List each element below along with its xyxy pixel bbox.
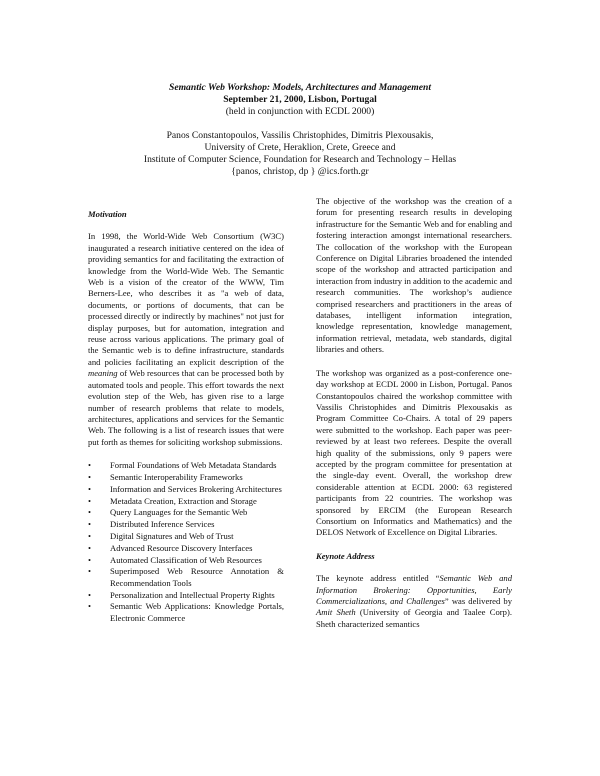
list-item: • Superimposed Web Resource Annotation & Recommendation Tools — [88, 566, 284, 589]
left-column — [88, 209, 284, 625]
list-item: • Formal Foundations of Web Metadata Standards — [88, 460, 284, 471]
keynote-title: Semantic Web and Information Brokering: Opportunities, Early Commercializations, and Challenges — [316, 573, 512, 606]
paper-header — [0, 82, 600, 178]
list-item: • Digital Signatures and Web of Trust — [88, 531, 284, 542]
conjunction-note: (held in conjunction with ECDL 2000) — [225, 106, 375, 117]
list-item: • Automated Classification of Web Resources — [88, 555, 284, 566]
affiliation-1: University of Crete, Heraklion, Crete, Greece and — [204, 142, 396, 153]
list-item: • Distributed Inference Services — [88, 519, 284, 530]
organization-paragraph: The workshop was organized as a post-conference one-day workshop at ECDL 2000 in Lisbon, Portugal. Panos Constantopoulos chaired the workshop committee with Vassilis Christophides and Dimitris Plexousakis as Program Committee Co-Chairs. A total of 29 papers were submitted to the workshop. Each paper was peer-reviewed by at least two referees. Despite the overall high quality of the submissions, only 9 papers were accepted by the program committee for presentation at the single-day event. Overall, the workshop drew considerable attention at ECDL 2000: 63 registered participants from 22 countries. The workshop was sponsored by ERCIM (the European Research Consortium on Informatics and Mathematics) and the DELOS Network of Excellence on Digital Libraries. — [316, 367, 512, 538]
objective-paragraph: The objective of the workshop was the creation of a forum for presenting research results in developing infrastructure for the Semantic Web and for enabling and fostering interaction amongst international researchers. The collocation of the workshop with the European Conference on Digital Libraries broadened the intended scope of the workshop and attracted participation and interaction from industry in addition to the academic and research communities. The workshop’s audience comprised researchers and practitioners in the areas of databases, intelligent information integration, knowledge representation, knowledge management, information retrieval, metadata, web standards, digital libraries and others. — [316, 196, 512, 355]
list-item: • Metadata Creation, Extraction and Storage — [88, 496, 284, 507]
meaning-emphasis: meaning — [88, 368, 118, 379]
authors: Panos Constantopoulos, Vassilis Christophides, Dimitris Plexousakis, — [166, 130, 434, 141]
list-item: • Semantic Web Applications: Knowledge Portals, Electronic Commerce — [88, 601, 284, 624]
author-email: {panos, christop, dp } @ics.forth.gr — [231, 166, 369, 177]
topic-list — [88, 460, 284, 624]
list-item: • Information and Services Brokering Architectures — [88, 484, 284, 495]
date-place: September 21, 2000, Lisbon, Portugal — [223, 94, 377, 105]
right-column — [316, 196, 512, 642]
paper-title: Semantic Web Workshop: Models, Architectures and Management — [169, 82, 431, 93]
affiliation-2: Institute of Computer Science, Foundation for Research and Technology – Hellas — [143, 154, 457, 165]
list-item: • Semantic Interoperability Frameworks — [88, 472, 284, 483]
keynote-speaker: Amit Sheth — [316, 607, 356, 618]
motivation-heading: Motivation — [88, 209, 127, 219]
list-item: • Query Languages for the Semantic Web — [88, 507, 284, 518]
keynote-paragraph: The keynote address entitled “Semantic Web and Information Brokering: Opportunities, Early Commercializations, and Challenges” was delivered by Amit Sheth (University of Georgia and Taalee Corp). Sheth characterized semantics — [316, 573, 512, 629]
list-item: • Personalization and Intellectual Property Rights — [88, 590, 284, 601]
list-item: • Advanced Resource Discovery Interfaces — [88, 543, 284, 554]
motivation-paragraph: In 1998, the World-Wide Web Consortium (W3C) inaugurated a research initiative centered on the idea of providing semantics for and facilitating the extraction of knowledge from the World-Wide Web. The Semantic Web is a vision of the creator of the WWW, Tim Berners-Lee, who describes it as "a web of data, documents, or portions of documents, that can be processed directly or indirectly by machines" not just for display purposes, but for automation, integration and reuse across various applications. The primary goal of the Semantic web is to define infrastructure, standards and policies facilitating an explicit description of the meaning of Web resources that can be processed both by automated tools and people. This effort towards the next evolution step of the Web, has given rise to a large number of research problems that relate to models, architectures, applications and services for the Semantic Web. The following is a list of research issues that were put forth as themes for soliciting workshop submissions. — [88, 231, 284, 447]
keynote-heading: Keynote Address — [316, 550, 375, 561]
